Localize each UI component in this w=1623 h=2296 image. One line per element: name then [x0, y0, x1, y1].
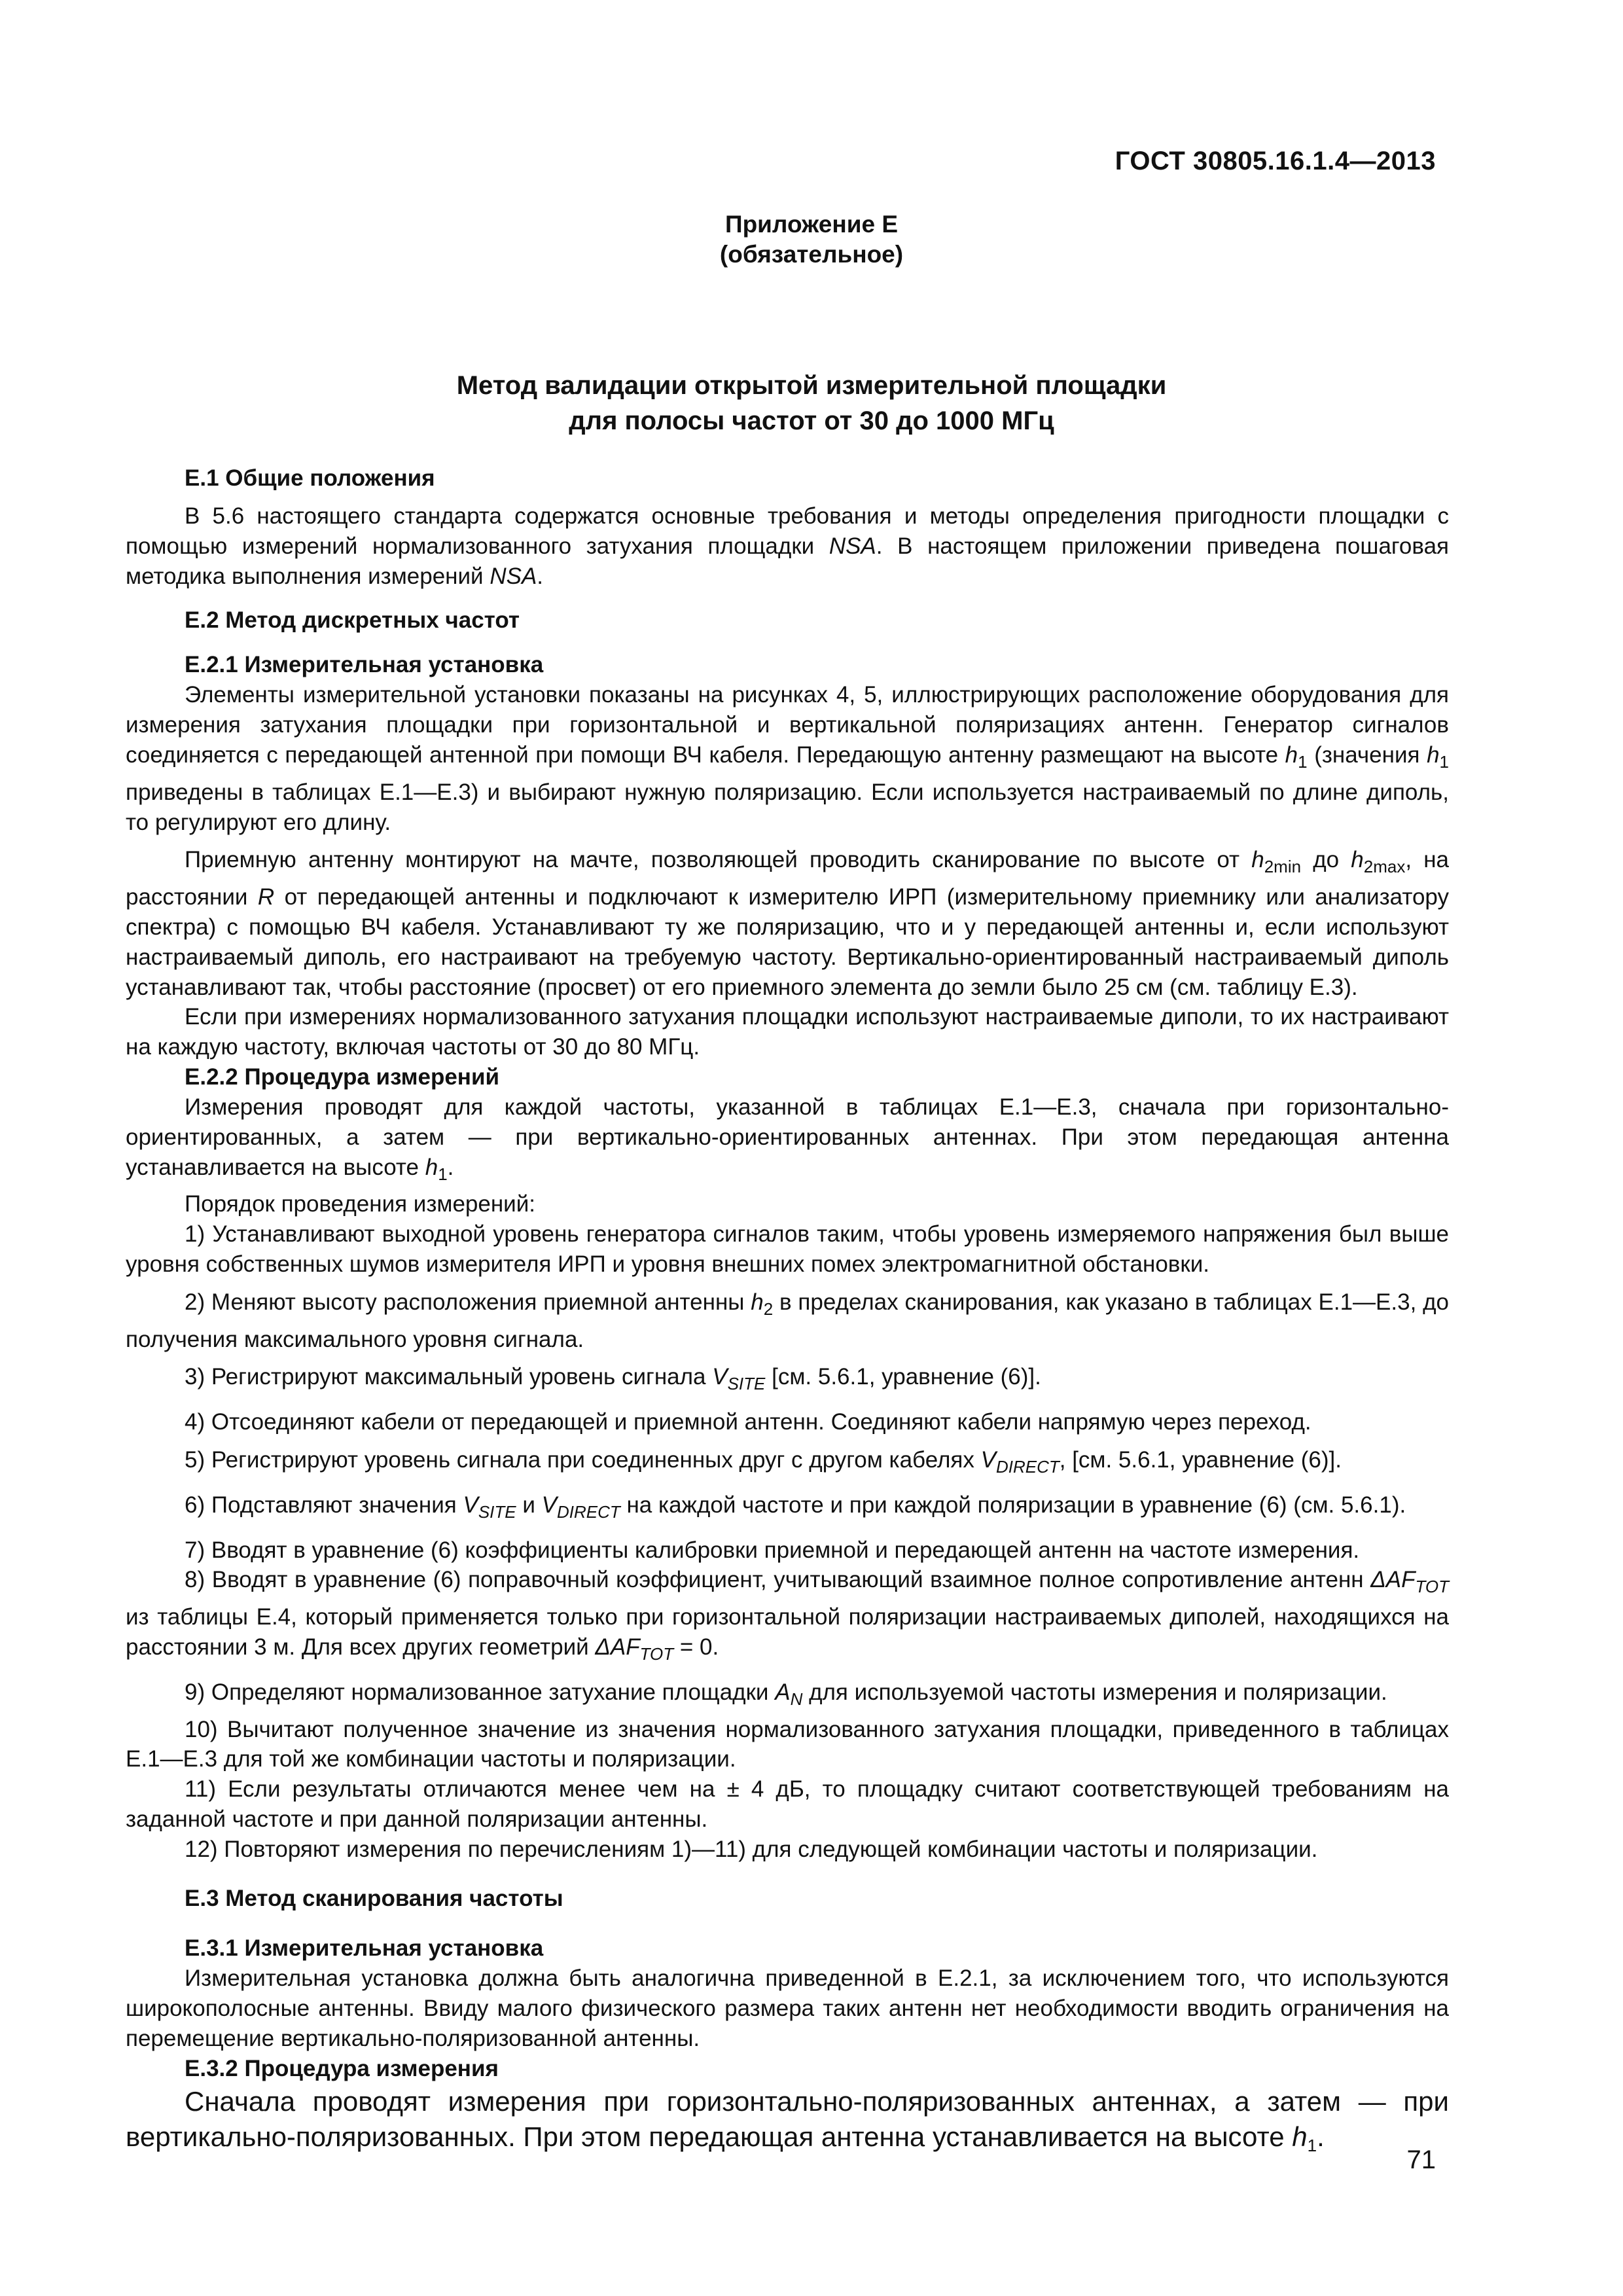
paragraph-e21-2: Приемную антенну монтируют на мачте, позволяющей проводить сканирование по высоте от $h_{2min}$ до $h_{2max}$, на расстоянии R от передающей антенны и подключают к измерителю ИРП (измерительному приемнику или анализатору спектра) с помощью ВЧ кабеля. Устанавливают ту же поляризацию, что и у передающей антенны и, если используют настраиваемый диполь, его настраивают на требуемую частоту. Вертикально-ориентированный настраиваемый диполь устанавливают так, чтобы расстояние (просвет) от его приемного элемента до земли было 25 см (см. таблицу Е.3). [126, 847, 1450, 1000]
list-item-9: 9) Определяют нормализованное затухание площадки $A_N$ для используемой частоты измерения и поляризации. [185, 1679, 1387, 1709]
section-heading-e21: Е.2.1 Измерительная установка [185, 652, 544, 678]
section-heading-e2: Е.2 Метод дискретных частот [185, 607, 520, 634]
title-line-1: Метод валидации открытой измерительной площадки [456, 371, 1167, 400]
appendix-header [0, 209, 1623, 270]
appendix-status: (обязательное) [719, 241, 904, 268]
list-item-11: 11) Если результаты отличаются менее чем на ± 4 дБ, то площадку считают соответствующей требованиям на заданной частоте и при данной поляризации антенны. [126, 1776, 1449, 1832]
paragraph-e21-3: Если при измерениях нормализованного затухания площадки используют настраиваемые диполи, то их настраивают на каждую частоту, включая частоты от 30 до 80 МГц. [126, 1004, 1449, 1060]
list-item-1: 1) Устанавливают выходной уровень генератора сигналов таким, чтобы уровень измеряемого напряжения был выше уровня собственных шумов измерителя ИРП и уровня внешних помех электромагнитной обстановки. [126, 1221, 1449, 1277]
paragraph-e21-1: Элементы измерительной установки показаны на рисунках 4, 5, иллюстрирующих расположение оборудования для измерения затухания площадки при горизонтальной и вертикальной поляризациях антенн. Генератор сигналов соединяется с передающей антенной при помощи ВЧ кабеля. Передающую антенну размещают на высоте $h_1$ (значения $h_1$ приведены в таблицах Е.1—Е.3) и выбирают нужную поляризацию. Если используется настраиваемый по длине диполь, то регулируют его длину. [126, 682, 1449, 835]
list-item-10: 10) Вычитают полученное значение из значения нормализованного затухания площадки, приведенного в таблицах Е.1—Е.3 для той же комбинации частоты и поляризации. [126, 1716, 1449, 1772]
list-item-8: 8) Вводят в уравнение (6) поправочный коэффициент, учитывающий взаимное полное сопротивление антенн $\Delta AF_{TOT}$ из таблицы Е.4, который применяется только при горизонтальной поляризации настраиваемых диполей, находящихся на расстоянии 3 м. Для всех других геометрий $\Delta AF_{TOT} = 0$. [126, 1567, 1449, 1664]
list-item-6: 6) Подставляют значения $V_{SITE}$ и $V_{DIRECT}$ на каждой частоте и при каждой поляризации в уравнение (6) (см. 5.6.1). [185, 1492, 1406, 1522]
list-item-3: 3) Регистрируют максимальный уровень сигнала $V_{SITE}$ [см. 5.6.1, уравнение (6)]. [185, 1364, 1041, 1394]
document-body [126, 463, 1449, 2163]
paragraph-e22-1: Измерения проводят для каждой частоты, указанной в таблицах Е.1—Е.3, сначала при горизонтально-ориентированных, а затем — при вертикально-ориентированных антеннах. При этом передающая антенна устанавливается на высоте $h_1$. [126, 1094, 1449, 1184]
section-heading-e3: Е.3 Метод сканирования частоты [185, 1886, 563, 1912]
paragraph-e32-1: Сначала проводят измерения при горизонтально-поляризованных антеннах, а затем — при вертикально-поляризованных. При этом передающая антенна устанавливается на высоте $h_1$. [126, 2085, 1449, 2155]
section-heading-e31: Е.3.1 Измерительная установка [185, 1935, 544, 1962]
list-item-12: 12) Повторяют измерения по перечислениям 1)—11) для следующей комбинации частоты и поляризации. [185, 1836, 1318, 1862]
section-heading-e1: Е.1 Общие положения [185, 465, 435, 491]
paragraph-e31-1: Измерительная установка должна быть аналогична приведенной в Е.2.1, за исключением того, что используются широкополосные антенны. Ввиду малого физического размера таких антенн нет необходимости вводить ограничения на перемещение вертикально-поляризованной антенны. [126, 1965, 1449, 2052]
section-heading-e22: Е.2.2 Процедура измерений [185, 1064, 499, 1090]
title-line-2: для полосы частот от 30 до 1000 МГц [569, 406, 1054, 435]
appendix-label: Приложение Е [724, 211, 899, 238]
appendix-title [0, 368, 1623, 439]
list-item-5: 5) Регистрируют уровень сигнала при соединенных друг с другом кабелях $V_{DIRECT}$, [см. 5.6.1, уравнение (6)]. [185, 1446, 1342, 1477]
paragraph-e22-2: Порядок проведения измерений: [185, 1191, 536, 1217]
list-item-2: 2) Меняют высоту расположения приемной антенны $h_2$ в пределах сканирования, как указано в таблицах Е.1—Е.3, до получения максимального уровня сигнала. [126, 1289, 1450, 1352]
document-identifier: ГОСТ 30805.16.1.4—2013 [1115, 147, 1436, 175]
list-item-4: 4) Отсоединяют кабели от передающей и приемной антенн. Соединяют кабели напрямую через переход. [185, 1409, 1311, 1435]
list-item-7: 7) Вводят в уравнение (6) коэффициенты калибровки приемной и передающей антенн на частоте измерения. [185, 1537, 1360, 1563]
paragraph-e1: В 5.6 настоящего стандарта содержатся основные требования и методы определения пригодности площадки с помощью измерений нормализованного затухания площадки NSA. В настоящем приложении приведена пошаговая методика выполнения измерений NSA. [126, 503, 1449, 589]
page-number: 71 [1406, 2145, 1436, 2174]
section-heading-e32: Е.3.2 Процедура измерения [185, 2055, 499, 2081]
